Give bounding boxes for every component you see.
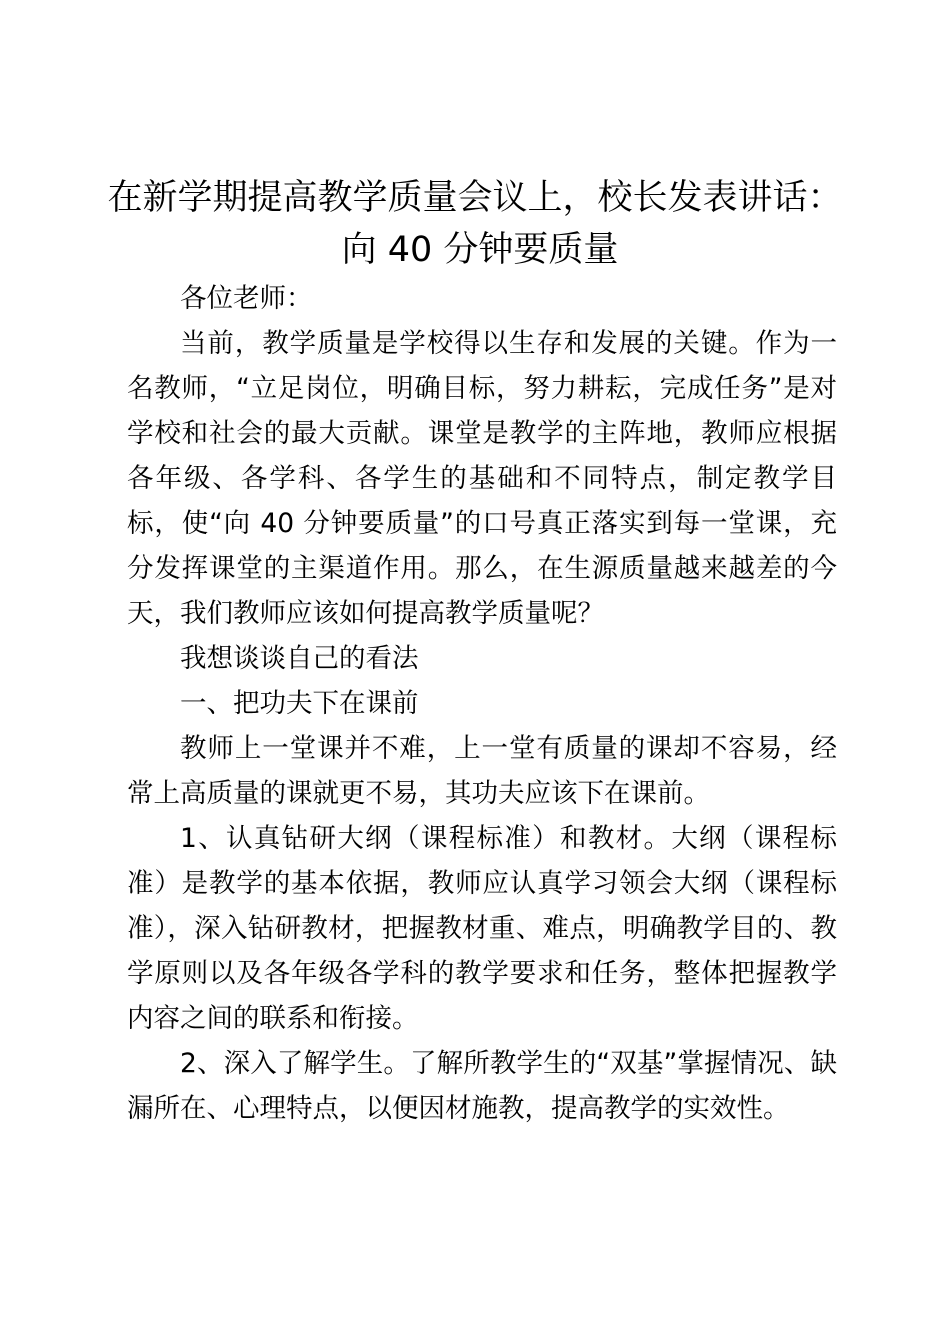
paragraph-item-2: 2、深入了解学生。了解所教学生的“双基”掌握情况、缺漏所在、心理特点，以便因材施教，提高教学的实效性。 bbox=[127, 1048, 837, 1124]
paragraph-intro: 当前，教学质量是学校得以生存和发展的关键。作为一名教师，“立足岗位，明确目标，努力耕耘，完成任务”是对学校和社会的最大贡献。课堂是教学的主阵地，教师应根据各年级、各学科、各学生的基础和不同特点，制定教学目标，使“向 40 分钟要质量”的口号真正落实到每一堂课，充分发挥课堂的主渠道作用。那么，在生源质量越来越差的今天，我们教师应该如何提高教学质量呢？ bbox=[127, 328, 837, 629]
paragraph-item-1: 1、认真钻研大纲（课程标准）和教材。大纲（课程标准）是教学的基本依据，教师应认真学习领会大纲（课程标准），深入钻研教材，把握教材重、难点，明确教学目的、教学原则以及各年级各学科的教学要求和任务，整体把握教学内容之间的联系和衔接。 bbox=[127, 823, 837, 1034]
paragraph-view: 我想谈谈自己的看法 bbox=[180, 643, 419, 674]
document-title-line-2: 向 40 分钟要质量 bbox=[341, 230, 619, 270]
document-title-line-1: 在新学期提高教学质量会议上，校长发表讲话： bbox=[107, 178, 843, 218]
salutation: 各位老师： bbox=[180, 283, 313, 314]
document-body bbox=[127, 276, 837, 1131]
section-heading-1: 一、把功夫下在课前 bbox=[180, 688, 419, 719]
paragraph-section-1: 教师上一堂课并不难，上一堂有质量的课却不容易，经常上高质量的课就更不易，其功夫应该下在课前。 bbox=[127, 733, 837, 809]
